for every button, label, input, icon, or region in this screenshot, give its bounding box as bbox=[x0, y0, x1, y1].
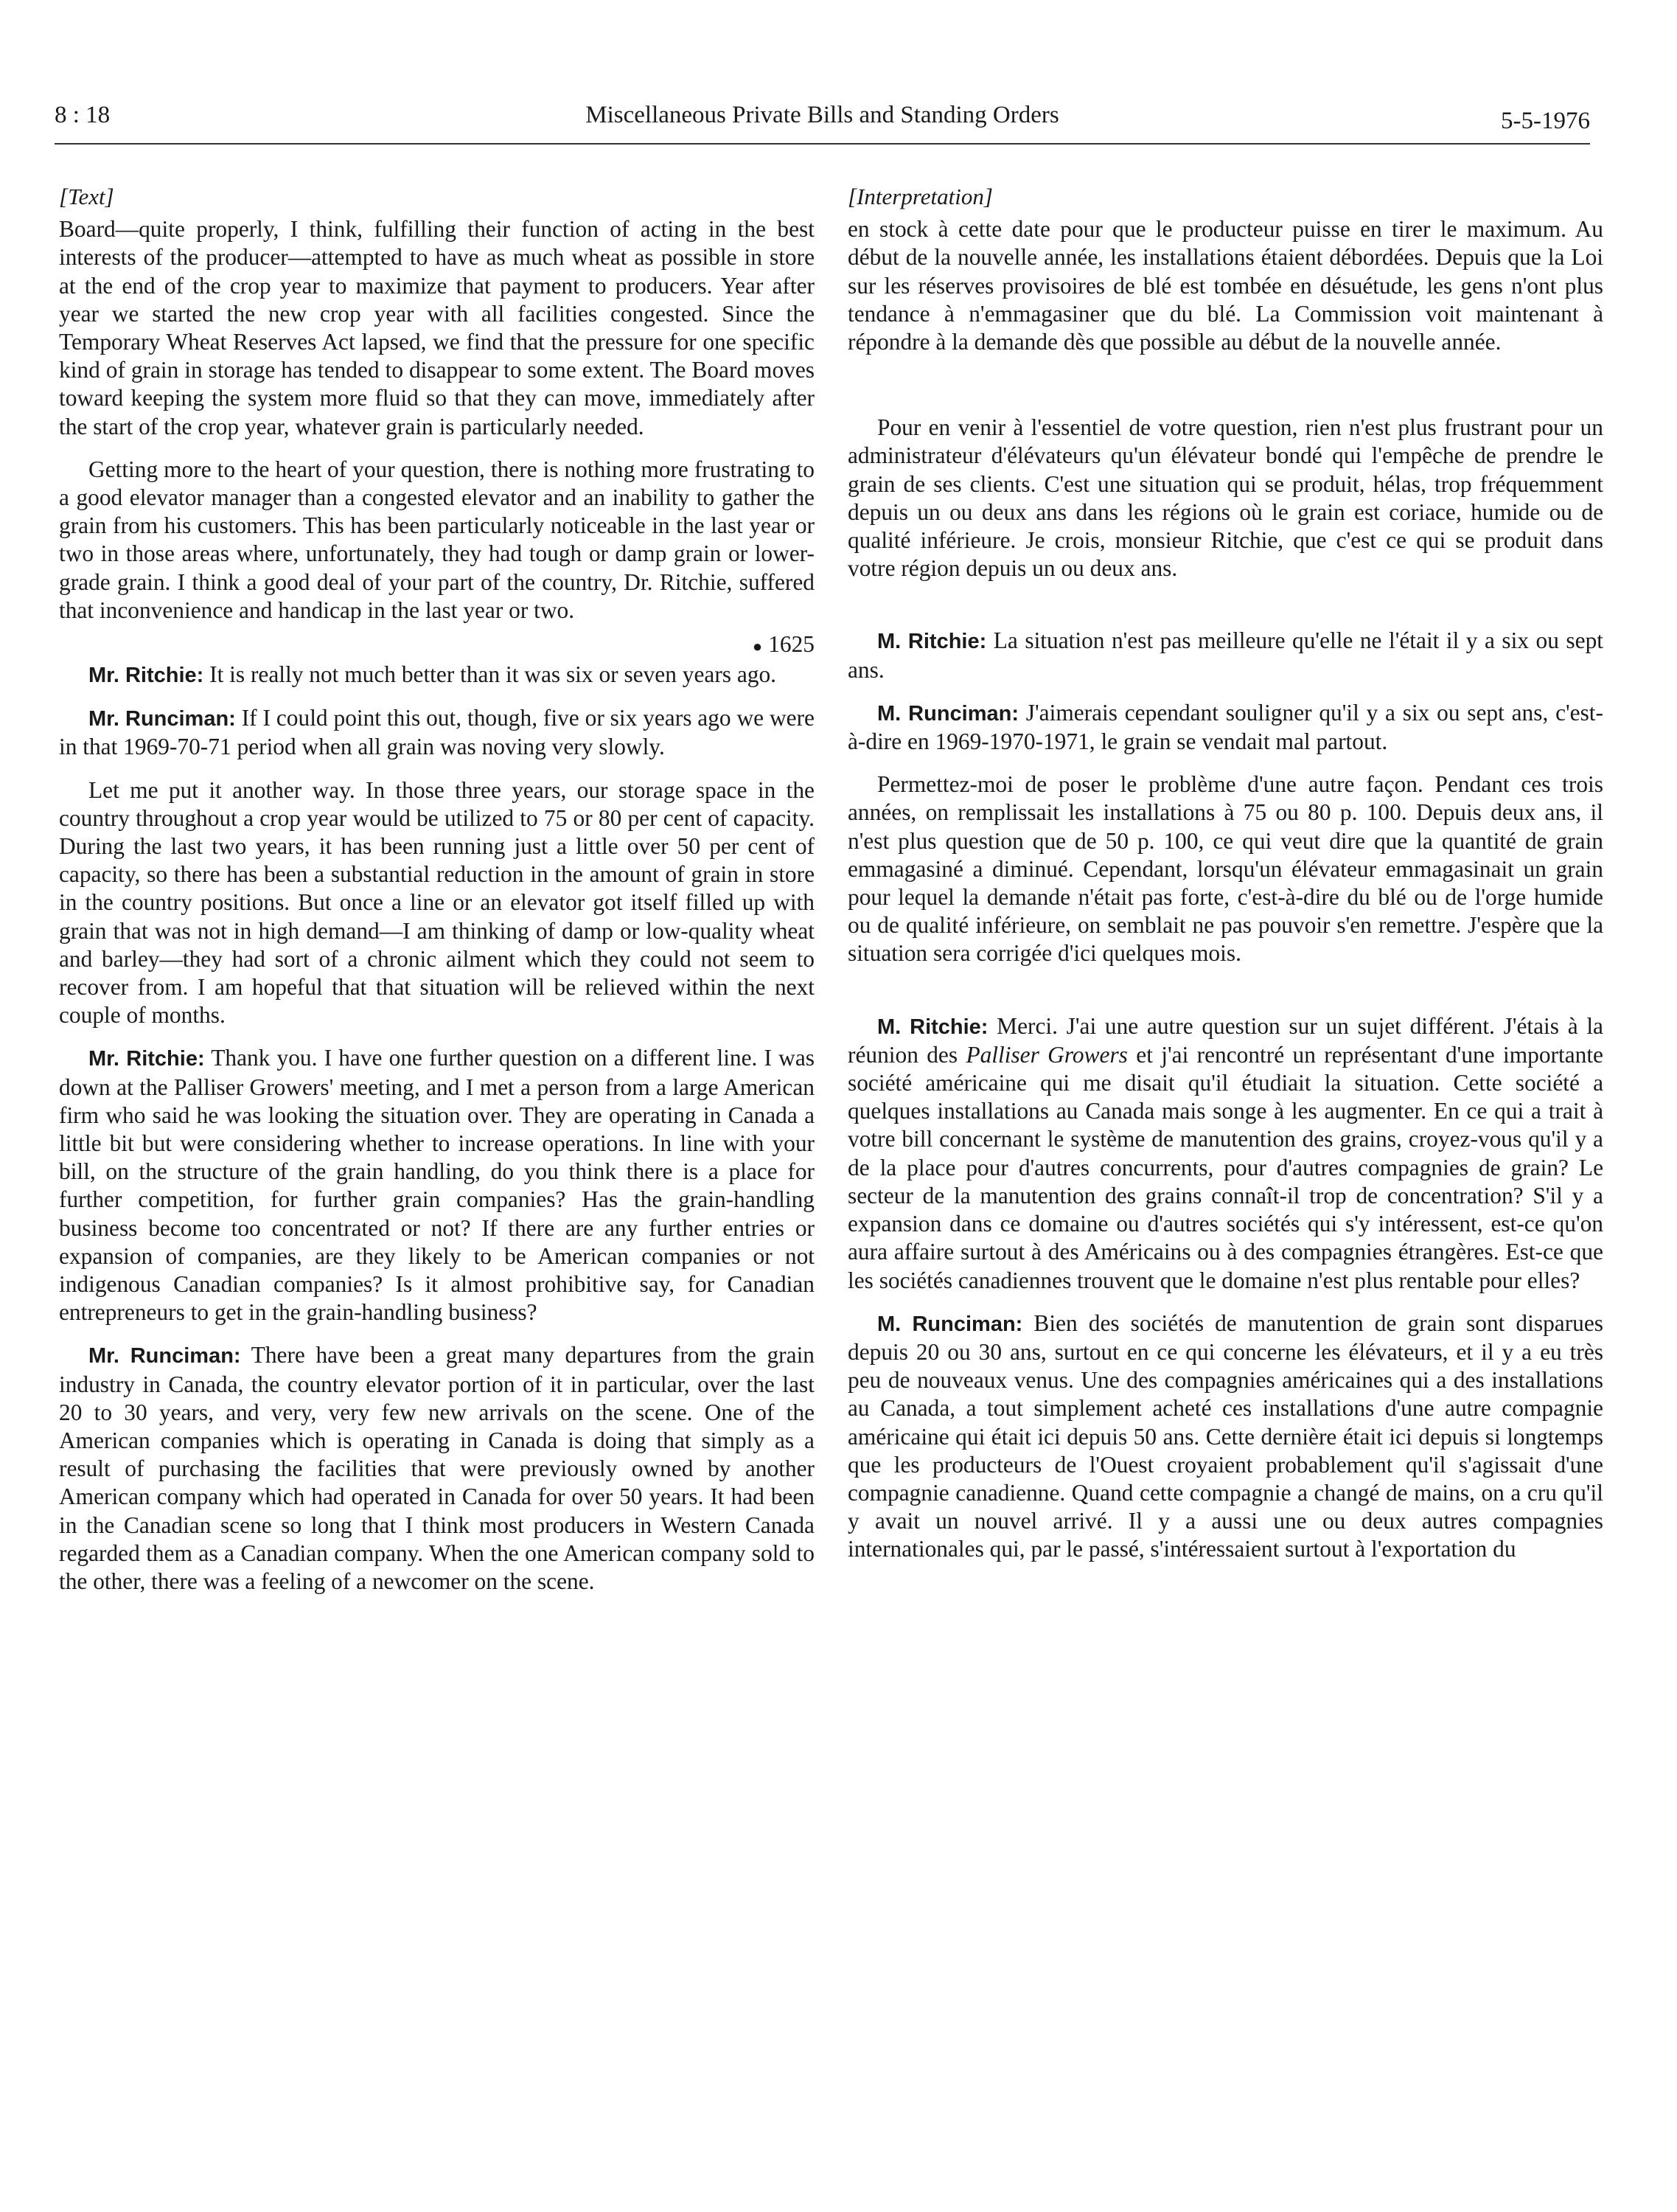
paragraph: Board—quite properly, I think, fulfilling their function of acting in the best interests of the producer—attempted to have as much wheat as possible in store at the end of the crop year to maximize that payment to producers. Year after year we started the new crop year with all facilities congested. Since the Temporary Wheat Reserves Act lapsed, we find that the pressure for one specific kind of grain in storage has tended to disappear to some extent. The Board moves toward keeping the system more fluid so that they can move, immediately after the start of the crop year, whatever grain is particularly needed. bbox=[59, 216, 815, 439]
speech-text: Merci. J'ai une autre question sur un sujet différent. J'étais à la réunion des bbox=[848, 1012, 1603, 1068]
speech-text: J'aimerais cependant souligner qu'il y a six ou sept ans, c'est-à-dire en 1969-1970-1971, le grain se vendait mal partout. bbox=[848, 699, 1603, 755]
speech bbox=[59, 704, 815, 761]
speaker-name: M. Runciman: bbox=[877, 1312, 1023, 1336]
paragraph: Getting more to the heart of your question, there is nothing more frustrating to a good elevator manager than a congested elevator and an inability to gather the grain from his customers. This has been particularly noticeable in the last year or two in those areas where, unfortunately, they had tough or damp grain or lower-grade grain. I think a good deal of your part of the country, Dr. Ritchie, suffered that inconvenience and handicap in the last year or two. bbox=[59, 456, 815, 623]
speaker-name: Mr. Ritchie: bbox=[88, 1047, 205, 1071]
speech-text: Bien des sociétés de manutention de grain sont disparues depuis 20 ou 30 ans, surtout en ce qui concerne les élévateurs, et il y a eu très peu de nouveaux venus. Une des compagnies américaines qui a des installations au Canada, a tout simplement acheté ces installations d'une autre compagnie américaine qui était ici depuis 50 ans. Cette dernière était ici depuis si longtemps que les producteurs de l'Ouest croyaient probablement qu'il s'agissait d'une compagnie canadienne. Quand cette compagnie a changé de mains, on a cru qu'il y avait un nouvel arrivé. Il y a aussi une ou deux autres compagnies internationales qui, par le passé, s'intéressaient surtout à l'exportation du bbox=[848, 1310, 1603, 1562]
english-column bbox=[59, 183, 815, 1596]
speech-text: La situation n'est pas meilleure qu'elle ne l'était il y a six ou sept ans. bbox=[848, 627, 1603, 683]
page-date: 5-5-1976 bbox=[1501, 108, 1590, 134]
french-column bbox=[848, 183, 1603, 1564]
speech bbox=[848, 627, 1603, 684]
timestamp bbox=[59, 630, 815, 661]
speech bbox=[848, 699, 1603, 756]
paragraph: Permettez-moi de poser le problème d'une autre façon. Pendant ces trois années, on remplissait les installations à 75 ou 80 p. 100. Depuis deux ans, il n'est plus question que de 50 p. 100, ce qui veut dire que la quantité de grain emmagasiné a diminué. Cependant, lorsqu'un élévateur emmagasinait un grain pour lequel la demande n'était pas forte, c'est-à-dire du blé ou de l'orge humide ou de qualité inférieure, on semblait ne pas pouvoir s'en remettre. J'espère que la situation sera corrigée d'ici quelques mois. bbox=[848, 771, 1603, 967]
speech bbox=[59, 661, 815, 689]
page-title: Miscellaneous Private Bills and Standing Orders bbox=[585, 102, 1059, 128]
speech-text: If I could point this out, though, five or six years ago we were in that 1969-70-71 period when all grain was noving very slowly. bbox=[59, 705, 815, 760]
speech-text: It is really not much better than it was six or seven years ago. bbox=[203, 661, 777, 687]
speech-text: There have been a great many departures from the grain industry in Canada, the country elevator portion of it in particular, over the last 20 to 30 years, and very, very few new arrivals on the scene. One of the American companies which is operating in Canada is doing that simply as a result of purchasing the facilities that were previously owned by another American company which had operated in Canada for over 50 years. It had been in the Canadian scene so long that I think most producers in Western Canada regarded them as a Canadian company. When the one American company sold to the other, there was a feeling of a newcomer on the scene. bbox=[59, 1342, 815, 1595]
bullet-icon: ● bbox=[752, 636, 763, 655]
speech-text-emphasis: Palliser Growers bbox=[966, 1041, 1128, 1068]
speech bbox=[848, 1310, 1603, 1564]
language-label: [Text] bbox=[59, 184, 114, 209]
page-header bbox=[55, 97, 1590, 145]
language-label: [Interpretation] bbox=[848, 184, 993, 209]
speaker-name: M. Ritchie: bbox=[877, 630, 987, 654]
paragraph: Pour en venir à l'essentiel de votre question, rien n'est plus frustrant pour un administrateur d'élévateurs qu'un élévateur bondé qui l'empêche de prendre le grain de ses clients. C'est une situation qui se produit, hélas, trop fréquemment depuis un ou deux ans dans les régions où le grain est coriace, humide ou de qualité inférieure. Je crois, monsieur Ritchie, que c'est ce qui se produit dans votre région depuis un ou deux ans. bbox=[848, 414, 1603, 582]
timestamp-value: 1625 bbox=[768, 631, 815, 658]
speaker-name: Mr. Ritchie: bbox=[88, 663, 204, 687]
paragraph: Let me put it another way. In those three years, our storage space in the country throughout a crop year would be utilized to 75 or 80 per cent of capacity. During the last two years, it has been running just a little over 50 per cent of capacity, so there has been a substantial reduction in the amount of grain in store in the country positions. But once a line or an elevator got itself filled up with grain that was not in high demand—I am thinking of damp or low-quality wheat and barley—they had sort of a chronic ailment which they could not seem to recover from. I am hopeful that that situation will be relieved within the next couple of months. bbox=[59, 776, 815, 1029]
speaker-name: M. Ritchie: bbox=[877, 1015, 989, 1039]
speech bbox=[59, 1341, 815, 1596]
speaker-name: Mr. Runciman: bbox=[88, 1344, 241, 1368]
paragraph: en stock à cette date pour que le producteur puisse en tirer le maximum. Au début de la nouvelle année, les installations étaient débordées. Depuis que la Loi sur les réserves provisoires de blé est tombée en désuétude, les gens n'ont plus tendance à n'emmagasiner que du blé. La Commission voit maintenant à répondre à la demande dès que possible au début de la nouvelle année. bbox=[848, 216, 1603, 355]
page-number: 8 : 18 bbox=[55, 102, 111, 128]
speech bbox=[848, 1012, 1603, 1295]
speech-text: Thank you. I have one further question on a different line. I was down at the Palliser Growers' meeting, and I met a person from a large American firm who said he was looking the situation over. They are operating in Canada a little bit but were considering whether to increase operations. In line with your bill, on the structure of the grain handling, do you think there is a place for further competition, for further grain companies? Has the grain-handling business become too concentrated or not? If there are any further entries or expansion of companies, are they likely to be American companies or not indigenous Canadian companies? Is it almost prohibitive say, for Canadian entrepreneurs to get in the grain-handling business? bbox=[59, 1045, 815, 1326]
speech-text: et j'ai rencontré un représentant d'une importante société américaine qui me disait qu'il étudiait la situation. Cette société a quelques installations au Canada mais songe à les augmenter. En ce qui a trait à votre bill concernant le système de manutention des grains, croyez-vous qu'il y a de la place pour d'autres concurrents, pour d'autres compagnies de grain? Le secteur de la manutention des grains connaît-il trop de concentration? S'il y a expansion dans ce domaine ou d'autres sociétés qui s'y intéressent, est-ce qu'on aura affaire surtout à des Américains ou à des compagnies étrangères. Est-ce que les sociétés canadiennes trouvent que le domaine n'est plus rentable pour elles? bbox=[848, 1041, 1603, 1293]
speaker-name: Mr. Runciman: bbox=[88, 707, 236, 731]
speaker-name: M. Runciman: bbox=[877, 701, 1019, 726]
speech bbox=[59, 1044, 815, 1326]
